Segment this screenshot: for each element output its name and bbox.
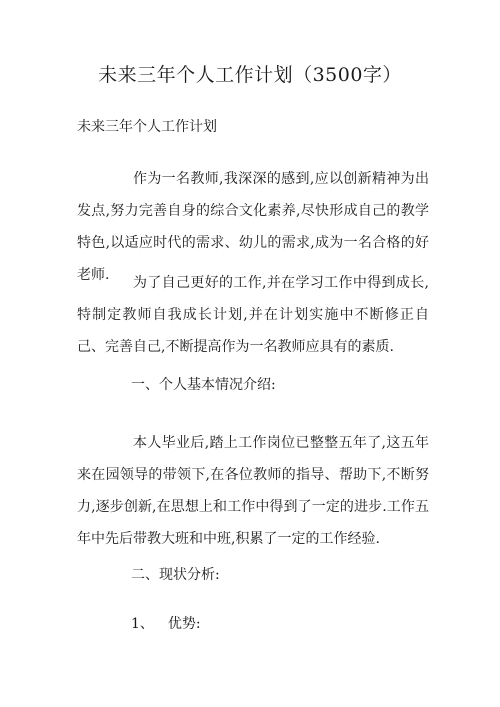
list-item-label: 优势: (167, 616, 201, 632)
paragraph-intro: 作为一名教师,我深深的感到,应以创新精神为出发点,努力完善自身的综合文化素养,尽快形成自己的教学特色,以适应时代的需求、幼儿的需求,成为一名合格的好老师. (77, 171, 429, 283)
paragraph-basic-info: 本人毕业后,踏上工作岗位已整整五年了,这五年来在园领导的带领下,在各位教师的指导、帮助下,不断努力,逐步创新,在思想上和工作中得到了一定的进步.工作五年中先后带教大班和中班,积累了一定的工作经验. (77, 435, 429, 547)
list-item-number: 1、 (131, 616, 154, 632)
section-heading-basic-info: 一、个人基本情况介绍: (131, 377, 276, 393)
list-item-strengths (131, 615, 201, 633)
document-title: 未来三年个人工作计划（3500字） (98, 64, 402, 86)
paragraph-purpose: 为了自己更好的工作,并在学习工作中得到成长,特制定教师自我成长计划,并在计划实施中不断修正自己、完善自己,不断提高作为一名教师应具有的素质. (77, 275, 429, 355)
section-heading-analysis: 二、现状分析: (131, 567, 220, 583)
document-subtitle: 未来三年个人工作计划 (77, 119, 217, 135)
